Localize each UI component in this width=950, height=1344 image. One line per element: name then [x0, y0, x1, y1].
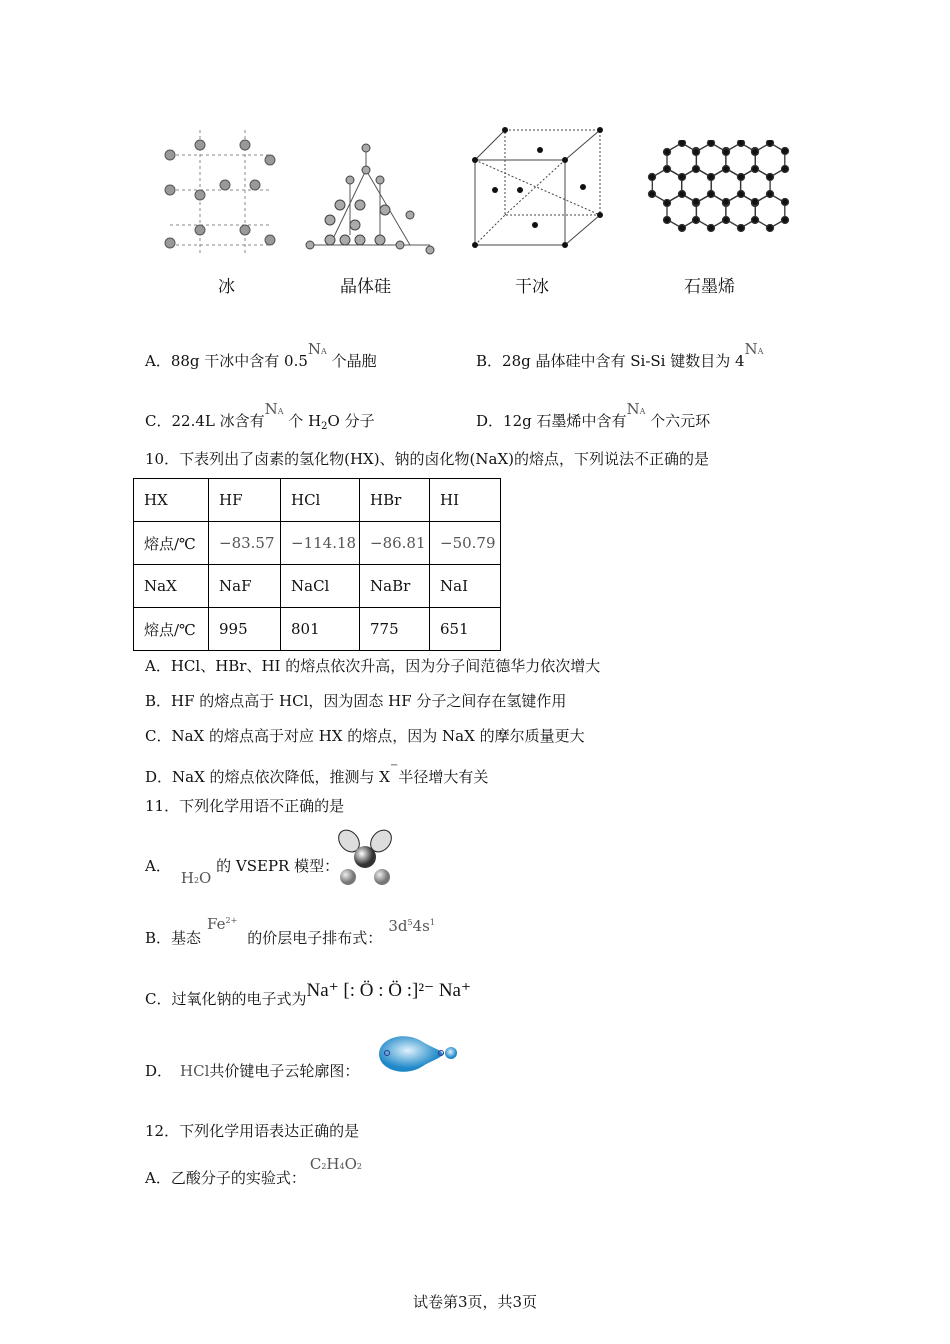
carbon-atom [767, 174, 774, 181]
carbon-atom [664, 166, 671, 173]
carbon-atom [767, 225, 774, 232]
carbon-atom [693, 149, 700, 156]
carbon-atom [679, 140, 686, 147]
caption-graphene: 石墨烯 [684, 277, 735, 297]
carbon-atom [782, 199, 789, 206]
carbon-atom [738, 174, 745, 181]
carbon-atom [738, 191, 745, 198]
q11-option-b: B．基态$Fe^{2+}$的价层电子排布式：$3d^54s^1$ [145, 915, 435, 947]
graphene-image [645, 140, 800, 250]
carbon-atom [723, 166, 730, 173]
table-cell: HBr [360, 479, 430, 522]
q9-option-a: A．88g 干冰中含有 0.5NA 个晶胞 [145, 340, 377, 370]
ice-structure-image [150, 125, 295, 260]
carbon-atom [693, 217, 700, 224]
dry-ice-image [465, 125, 610, 255]
carbon-atom [738, 225, 745, 232]
carbon-atom [782, 166, 789, 173]
carbon-atom [752, 217, 759, 224]
table-cell: 651 [430, 608, 501, 651]
table-cell: HX [134, 479, 209, 522]
table-cell: HF [209, 479, 281, 522]
caption-ice: 冰 [218, 277, 235, 297]
carbon-atom [679, 174, 686, 181]
carbon-atom [649, 174, 656, 181]
caption-dry-ice: 干冰 [515, 277, 549, 297]
table-cell: HI [430, 479, 501, 522]
table-cell: 熔点/℃ [134, 522, 209, 565]
hcl-electron-cloud-image [375, 1030, 463, 1080]
q10-option-b: B．HF 的熔点高于 HCl，因为固态 HF 分子之间存在氢键作用 [145, 692, 567, 710]
q10-option-d: D．NaX 的熔点依次降低，推测与 X−半径增大有关 [145, 760, 489, 786]
carbon-atom [767, 140, 774, 147]
carbon-atom [708, 225, 715, 232]
carbon-atom [752, 149, 759, 156]
table-cell: NaBr [360, 565, 430, 608]
carbon-atom [723, 199, 730, 206]
q11-option-c: C．过氧化钠的电子式为Na⁺ [: Ö : Ö :]²⁻ Na⁺ [145, 980, 472, 1008]
q12-stem: 12．下列化学用语表达正确的是 [145, 1122, 360, 1140]
q9-option-c: C．22.4L 冰含有NA 个 $H_2O$ 分子 [145, 400, 375, 432]
table-cell: 775 [360, 608, 430, 651]
table-row [134, 565, 501, 608]
q11-option-a: A．H2O 的 VSEPR 模型： [145, 857, 340, 887]
table-cell: 801 [281, 608, 360, 651]
q11-stem: 11．下列化学用语不正确的是 [145, 797, 345, 815]
carbon-atom [708, 174, 715, 181]
table-cell: HCl [281, 479, 360, 522]
table-cell: −50.79 [430, 522, 501, 565]
crystalline-silicon-image [300, 140, 440, 255]
carbon-atom [738, 140, 745, 147]
q10-option-a: A．HCl、HBr、HI 的熔点依次升高，因为分子间范德华力依次增大 [145, 657, 601, 675]
q10-stem: 10．下表列出了卤素的氢化物(HX)、钠的卤化物(NaX)的熔点，下列说法不正确的是 [145, 450, 710, 468]
carbon-atom [664, 217, 671, 224]
table-cell: 熔点/℃ [134, 608, 209, 651]
carbon-atom [679, 225, 686, 232]
carbon-atom [752, 199, 759, 206]
table-row [134, 522, 501, 565]
carbon-atom [767, 191, 774, 198]
page-footer: 试卷第3页，共3页 [412, 1293, 538, 1311]
carbon-atom [649, 191, 656, 198]
q11-option-d: D． HCl共价键电子云轮廓图： [145, 1062, 360, 1080]
carbon-atom [693, 166, 700, 173]
table-cell: 995 [209, 608, 281, 651]
carbon-atom [664, 200, 671, 207]
table-row [134, 608, 501, 651]
table-cell: NaX [134, 565, 209, 608]
table-cell: −86.81 [360, 522, 430, 565]
q10-option-c: C．NaX 的熔点高于对应 HX 的熔点，因为 NaX 的摩尔质量更大 [145, 727, 585, 745]
carbon-atom [664, 149, 671, 156]
carbon-atom [782, 148, 789, 155]
q9-option-d: D．12g 石墨烯中含有NA 个六元环 [476, 400, 711, 430]
table-cell: NaF [209, 565, 281, 608]
caption-silicon: 晶体硅 [340, 277, 391, 297]
melting-point-table [133, 478, 501, 651]
carbon-atom [693, 199, 700, 206]
carbon-atom [723, 149, 730, 156]
sodium-peroxide-electron-formula: Na⁺ [: Ö : Ö :]²⁻ Na⁺ [306, 980, 472, 1001]
table-cell: −114.18 [281, 522, 360, 565]
table-row [134, 479, 501, 522]
table-cell: NaCl [281, 565, 360, 608]
q12-option-a: A．乙酸分子的实验式：C2H4O2 [145, 1155, 363, 1187]
table-cell: NaI [430, 565, 501, 608]
carbon-atom [782, 217, 789, 224]
carbon-atom [723, 217, 730, 224]
carbon-atom [752, 166, 759, 173]
vsepr-model-image [335, 827, 397, 889]
carbon-atom [708, 140, 715, 147]
q9-option-b: B．28g 晶体硅中含有 Si-Si 键数目为 4NA [476, 340, 764, 370]
carbon-atom [679, 191, 686, 198]
carbon-atom [708, 191, 715, 198]
table-cell: −83.57 [209, 522, 281, 565]
